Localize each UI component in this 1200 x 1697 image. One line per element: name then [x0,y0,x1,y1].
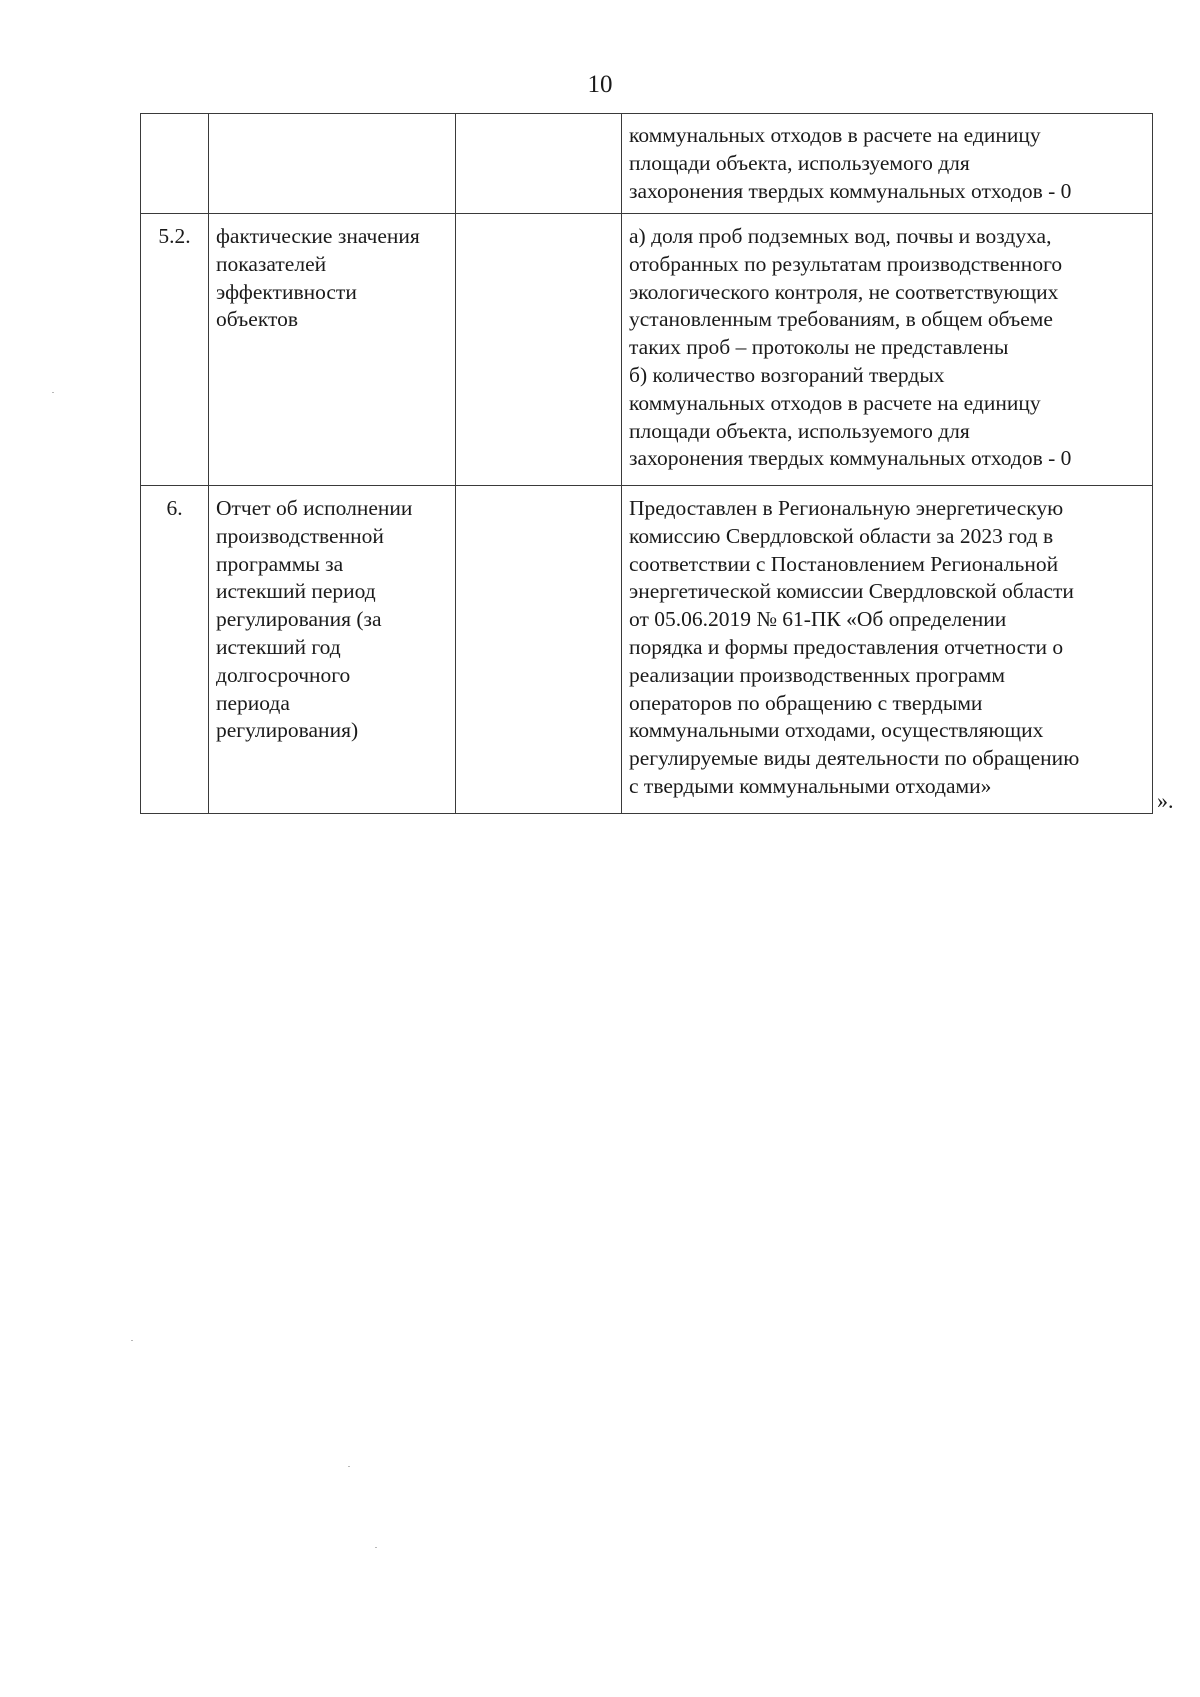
text-line: таких проб – протоколы не представлены [629,335,1009,360]
row-name-cell [209,114,456,214]
row-number-cell [141,114,209,214]
text-line: операторов по обращению с твердыми [629,690,983,715]
text-line: энергетической комиссии Свердловской области [629,579,1074,604]
text-line: коммунальных отходов в расчете на единицу [629,123,1041,147]
table-row [141,214,1153,486]
name-line: истекший период [216,579,376,604]
closing-quote: ». [1157,788,1174,813]
text-line: установленным требованиям, в общем объеме [629,307,1053,332]
scan-speck [348,1466,350,1467]
document-table [140,113,1153,814]
scan-speck [375,1547,377,1548]
text-line: захоронения твердых коммунальных отходов - 0 [629,178,1072,203]
row-number-cell [141,486,209,814]
name-line: объектов [216,307,298,332]
text-line: а) доля проб подземных вод, почвы и воздуха, [629,224,1052,248]
row-text-cell [622,214,1153,486]
text-line: реализации производственных программ [629,662,1005,687]
text-line: экологического контроля, не соответствующих [629,279,1059,304]
text-line: регулируемые виды деятельности по обращению [629,746,1080,771]
text-line: комиссию Свердловской области за 2023 год в [629,523,1054,548]
text-line: порядка и формы предоставления отчетности о [629,634,1064,659]
text-line: коммунальных отходов в расчете на единицу [629,390,1041,415]
text-line: захоронения твердых коммунальных отходов - 0 [629,446,1072,471]
text-line: площади объекта, используемого для [629,418,970,443]
name-line: регулирования (за [216,607,382,632]
scan-speck [131,1340,133,1341]
name-line: Отчет об исполнении [216,496,413,520]
name-line: истекший год [216,634,341,659]
name-line: периода [216,690,290,715]
row-text-cell [622,114,1153,214]
row-number: 5.2. [158,224,191,248]
text-line: соответствии с Постановлением Региональной [629,551,1059,576]
name-line: программы за [216,551,344,576]
page-number: 10 [587,71,613,98]
row-middle-cell [456,114,622,214]
table-row [141,114,1153,214]
text-line: отобранных по результатам производственного [629,251,1063,276]
name-line: фактические значения [216,224,420,248]
row-name-cell [209,214,456,486]
row-middle-cell [456,214,622,486]
row-number-cell [141,214,209,486]
text-line: от 05.06.2019 № 61-ПК «Об определении [629,607,1007,632]
row-text-cell [622,486,1153,814]
text-line: с твердыми коммунальными отходами» [629,773,992,798]
name-line: регулирования) [216,718,359,743]
text-line: Предоставлен в Региональную энергетическую [629,496,1064,520]
scan-speck [52,392,54,393]
name-line: эффективности [216,279,357,304]
text-line: б) количество возгораний твердых [629,362,945,387]
text-line: коммунальными отходами, осуществляющих [629,718,1044,743]
name-line: долгосрочного [216,662,351,687]
name-line: показателей [216,251,327,276]
row-name-cell [209,486,456,814]
table-row [141,486,1153,814]
row-number: 6. [166,496,183,520]
name-line: производственной [216,523,384,548]
row-middle-cell [456,486,622,814]
text-line: площади объекта, используемого для [629,150,970,175]
